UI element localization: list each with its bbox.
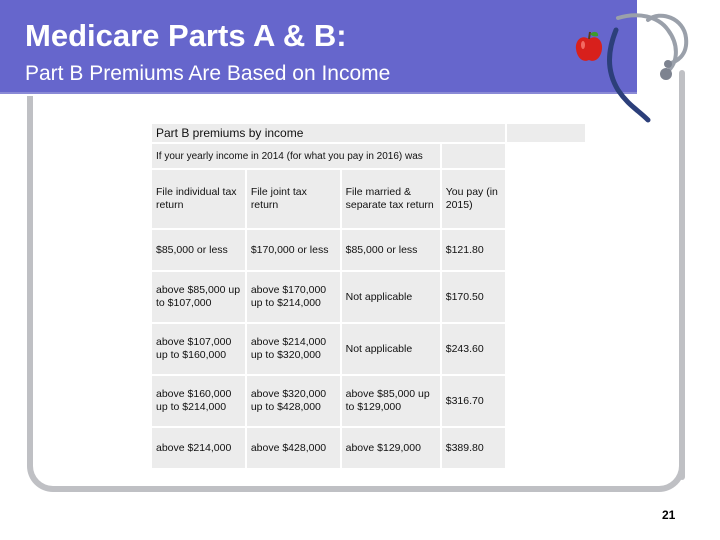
table-header-row xyxy=(152,170,585,228)
table-title: Part B premiums by income xyxy=(152,124,505,142)
slide-subtitle: Part B Premiums Are Based on Income xyxy=(25,62,391,85)
slide-title: Medicare Parts A & B: xyxy=(25,18,347,53)
table-cell: above $320,000 up to $428,000 xyxy=(247,376,340,426)
table-cell: above $85,000 up to $107,000 xyxy=(152,272,245,322)
table-cell: above $214,000 xyxy=(152,428,245,468)
stethoscope-icon xyxy=(588,10,698,130)
table-row xyxy=(152,272,585,322)
column-header: You pay (in 2015) xyxy=(442,170,505,228)
table-cell: above $160,000 up to $214,000 xyxy=(152,376,245,426)
table-cell: Not applicable xyxy=(342,324,440,374)
table-cell: $85,000 or less xyxy=(342,230,440,270)
table-row xyxy=(152,376,585,426)
table-cell: Not applicable xyxy=(342,272,440,322)
table-cell: above $85,000 up to $129,000 xyxy=(342,376,440,426)
column-header: File individual tax return xyxy=(152,170,245,228)
column-header: File married & separate tax return xyxy=(342,170,440,228)
table-row xyxy=(152,428,585,468)
table-subtitle: If your yearly income in 2014 (for what you pay in 2016) was xyxy=(152,144,440,168)
table-cell: $389.80 xyxy=(442,428,505,468)
table-cell: $170,000 or less xyxy=(247,230,340,270)
table-cell: $316.70 xyxy=(442,376,505,426)
table-subtitle-row xyxy=(152,144,585,168)
table-title-row xyxy=(152,124,585,142)
table-cell: $121.80 xyxy=(442,230,505,270)
table-cell: $170.50 xyxy=(442,272,505,322)
table-cell: $85,000 or less xyxy=(152,230,245,270)
page-number: 21 xyxy=(662,508,676,522)
table-cell: above $170,000 up to $214,000 xyxy=(247,272,340,322)
table-cell: above $129,000 xyxy=(342,428,440,468)
frame-right-edge xyxy=(679,70,685,480)
table-row xyxy=(152,324,585,374)
table-row xyxy=(152,230,585,270)
premium-table xyxy=(150,122,587,470)
apple-icon xyxy=(574,30,604,64)
table-cell: above $428,000 xyxy=(247,428,340,468)
table-cell: $243.60 xyxy=(442,324,505,374)
table-cell: above $107,000 up to $160,000 xyxy=(152,324,245,374)
column-header: File joint tax return xyxy=(247,170,340,228)
table-cell: above $214,000 up to $320,000 xyxy=(247,324,340,374)
